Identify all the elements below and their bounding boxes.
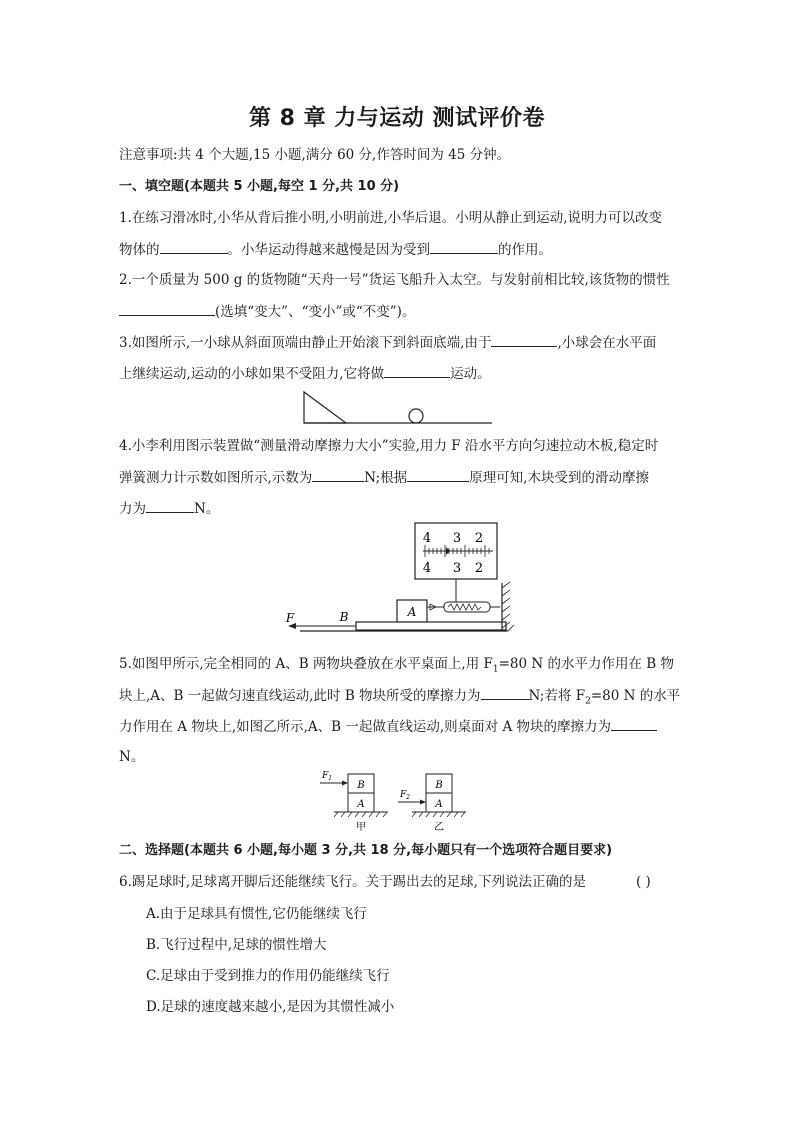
- q1-line2: [119, 240, 679, 259]
- block-a-label: A: [407, 605, 417, 619]
- q5-sub-2: 2: [585, 696, 591, 707]
- q4-line1: 4.小李利用图示装置做“测量滑动摩擦力大小”实验,用力 F 沿水平方向匀速拉动木板,稳定时: [119, 438, 659, 454]
- q4-blank-1[interactable]: [312, 468, 364, 482]
- section2-heading: 二、选择题(本题共 6 小题,每小题 3 分,共 18 分,每小题只有一个选项符合题目要求): [119, 843, 613, 858]
- q3-line2: [119, 364, 679, 383]
- spring-scale-body: [444, 602, 490, 612]
- q2-line2: [119, 302, 679, 321]
- yi-a-label: A: [435, 799, 443, 810]
- ball: [409, 409, 423, 423]
- yi-b-label: B: [435, 780, 443, 791]
- q6-option-c[interactable]: C.足球由于受到推力的作用仍能继续飞行: [146, 968, 390, 984]
- jia-a-label: A: [357, 799, 365, 810]
- q6-option-d[interactable]: D.足球的速度越来越小,是因为其惯性减小: [146, 999, 395, 1015]
- q3-text-c: 上继续运动,运动的小球如果不受阻力,它将做: [119, 366, 385, 382]
- q4-text-c: 原理可知,木块受到的滑动摩擦: [469, 470, 649, 486]
- q5-line4: N。: [119, 749, 145, 765]
- scale-label-bottom-2: 2: [474, 561, 484, 576]
- q3-text-a: 3.如图所示,一小球从斜面顶端由静止开始滚下到斜面底端,由于: [119, 335, 492, 351]
- yi-arrow-icon: [420, 800, 426, 805]
- label-jia: 甲: [356, 822, 366, 833]
- q6-answer-paren[interactable]: ( ): [636, 874, 651, 890]
- scale-label-top-3: 3: [452, 531, 462, 546]
- q1-blank-1[interactable]: [160, 240, 228, 254]
- q5-sub-1: 1: [492, 664, 499, 675]
- jia-f1-label: $F_1$: [322, 771, 333, 782]
- stacked-blocks-figure: [312, 768, 472, 836]
- force-f-label: F: [285, 611, 295, 625]
- q6-option-a[interactable]: A.由于足球具有惯性,它仍能继续飞行: [146, 906, 367, 922]
- q1-blank-2[interactable]: [430, 240, 498, 254]
- q4-text-b: N;根据: [364, 470, 408, 486]
- q5-text-e: =80 N 的水平: [590, 688, 681, 704]
- friction-apparatus-figure: [280, 520, 520, 642]
- board-b: [356, 622, 506, 630]
- q3-blank-2[interactable]: [384, 364, 450, 378]
- q5-blank-1[interactable]: [481, 686, 529, 700]
- page-title: 第 8 章 力与运动 测试评价卷: [249, 106, 545, 131]
- jia-arrow-icon: [342, 781, 348, 786]
- q3-blank-1[interactable]: [491, 333, 557, 347]
- q6-stem: 6.踢足球时,足球离开脚后还能继续飞行。关于踢出去的足球,下列说法正确的是: [119, 874, 586, 890]
- q5-line1: [119, 655, 679, 679]
- board-b-label: B: [339, 610, 349, 624]
- q2-blank[interactable]: [119, 302, 215, 316]
- q3-line1: [119, 333, 679, 352]
- q3-text-b: ,小球会在水平面: [557, 335, 657, 351]
- scale-label-bottom-4: 4: [422, 561, 432, 576]
- q2-text: (选填“变大”、“变小”或“不变”)。: [215, 304, 416, 320]
- figure-yi: [398, 774, 466, 833]
- incline-slope: [304, 392, 346, 423]
- q1-line1: 1.在练习滑冰时,小华从背后推小明,小明前进,小华后退。小明从静止到运动,说明力可以改变: [119, 210, 663, 226]
- notice-text: 注意事项:共 4 个大题,15 小题,满分 60 分,作答时间为 45 分钟。: [119, 147, 511, 163]
- q5-text-f: 力作用在 A 物块上,如图乙所示,A、B 一起做直线运动,则桌面对 A 物块的摩擦力为: [119, 719, 611, 735]
- section1-heading: 一、填空题(本题共 5 小题,每空 1 分,共 10 分): [119, 179, 400, 194]
- q2-line1: 2.一个质量为 500 g 的货物随“天舟一号”货运飞船升入太空。与发射前相比较,该货物的惯性: [119, 272, 670, 288]
- scale-label-bottom-3: 3: [452, 561, 462, 576]
- q1-text-a: 物体的: [119, 242, 160, 258]
- q4-text-e: N。: [194, 501, 220, 517]
- q5-text-c: 块上,A、B 一起做匀速直线运动,此时 B 物块所受的摩擦力为: [119, 688, 481, 704]
- q4-line3: [119, 499, 679, 518]
- q5-blank-2[interactable]: [611, 717, 657, 731]
- q4-blank-2[interactable]: [407, 468, 469, 482]
- label-yi: 乙: [434, 822, 444, 833]
- q5-text-a: 5.如图甲所示,完全相同的 A、B 两物块叠放在水平桌面上,用 F: [119, 656, 493, 672]
- q6-option-b[interactable]: B.飞行过程中,足球的惯性增大: [146, 937, 327, 953]
- q3-text-d: 运动。: [450, 366, 491, 382]
- q4-text-a: 弹簧测力计示数如图所示,示数为: [119, 470, 313, 486]
- q4-line2: [119, 468, 679, 487]
- q1-text-c: 的作用。: [498, 242, 552, 258]
- incline-figure: [290, 388, 500, 428]
- scale-label-top-4: 4: [422, 531, 432, 546]
- q4-blank-3[interactable]: [146, 499, 194, 513]
- q5-text-b: =80 N 的水平力作用在 B 物: [498, 656, 674, 672]
- jia-b-label: B: [357, 780, 365, 791]
- q4-text-d: 力为: [119, 501, 146, 517]
- figure-jia: [320, 771, 388, 833]
- q5-text-d: N;若将 F: [528, 688, 586, 704]
- q1-text-b: 。小华运动得越来越慢是因为受到: [227, 242, 430, 258]
- scale-label-top-2: 2: [474, 531, 484, 546]
- yi-f2-label: $F_2$: [400, 790, 411, 801]
- q5-line3: [119, 717, 679, 736]
- q5-line2: [119, 686, 679, 711]
